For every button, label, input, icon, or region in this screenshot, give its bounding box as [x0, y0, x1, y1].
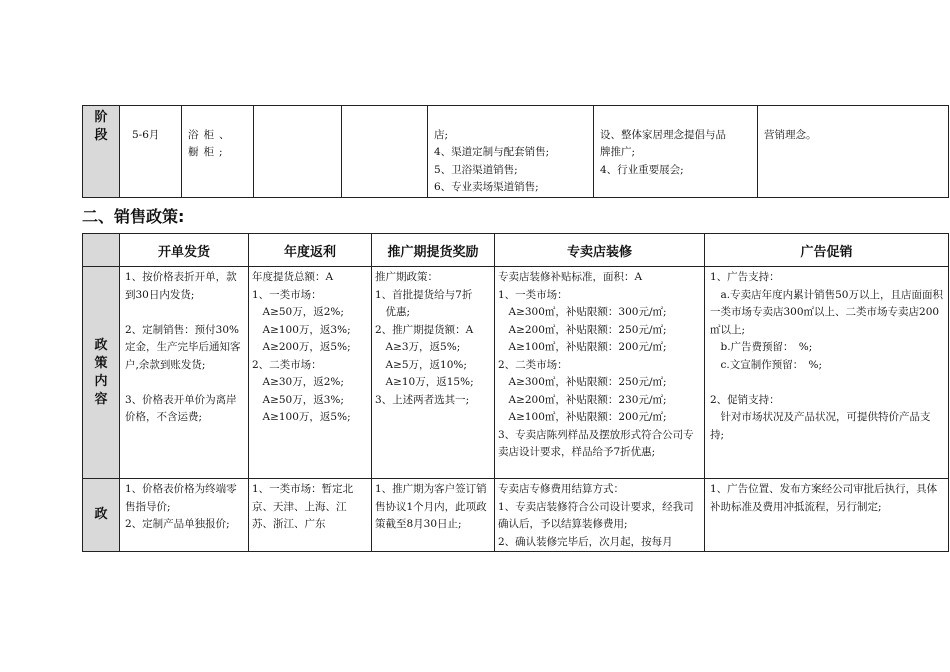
stage-table — [82, 105, 949, 198]
policy-execution-row — [83, 479, 949, 552]
header-corner — [83, 234, 120, 267]
marketing-text: 营销理念。 — [764, 128, 817, 141]
header-promo-reward: 推广期提货奖励 — [372, 234, 495, 267]
promo-reward-cell: 推广期政策： 1、首批提货给与7折 优惠; 2、推广期提货额：A A≥3万，返5%; A≥5万，返10%; A≥10万，返15%; 3、上述两者选其一; — [372, 267, 495, 479]
products-text: 浴柜、橱柜; — [188, 128, 235, 158]
header-order-shipping: 开单发货 — [120, 234, 249, 267]
policy-content-label-cell — [83, 267, 120, 479]
policy-execution-label-cell — [83, 479, 120, 552]
store-decoration-cell: 专卖店装修补贴标准，面积：A 1、一类市场： A≥300㎡，补贴限额：300元/㎡; A≥200㎡，补贴限额：250元/㎡; A≥100㎡，补贴限额：200元/㎡; 2、二类市场： A≥300㎡，补贴限额：250元/㎡; A≥200㎡，补贴限额：230元/㎡; A≥100㎡，补贴限额：200元/㎡; 3、专卖店陈列样品及摆放形式符合公司专卖店设计要求，样品给予7折优惠; — [495, 267, 705, 479]
exec-promo-reward-cell: 1、推广期为客户签订销售协议1个月内，此项政策截至8月30日止; — [372, 479, 495, 552]
promotion-text: 设、整体家居理念提倡与品 牌推广; 4、行业重要展会; — [600, 128, 726, 176]
stage-label: 阶段 — [94, 110, 108, 143]
promotion-cell — [594, 106, 758, 198]
section-heading: 二、销售政策: — [82, 207, 185, 226]
empty-cell-1 — [254, 106, 342, 198]
stage-label-cell — [83, 106, 120, 198]
header-row — [83, 234, 949, 267]
period-cell — [120, 106, 182, 198]
empty-cell-2 — [342, 106, 428, 198]
ad-promotion-cell: 1、广告支持： a.专卖店年度内累计销售50万以上，且店面面积一类市场专卖店300㎡以上、二类市场专卖店200㎡以上; b.广告费预留： %; c.文宣制作预留： %; 2、促销支持： 针对市场状况及产品状况，可提供特价产品支持; — [705, 267, 949, 479]
header-ad-promotion: 广告促销 — [705, 234, 949, 267]
channels-cell — [428, 106, 594, 198]
exec-order-shipping-cell: 1、价格表价格为终端零售指导价; 2、定制产品单独报价; — [120, 479, 249, 552]
period-text: 5-6月 — [132, 128, 160, 141]
sales-policy-table — [82, 233, 949, 552]
products-cell — [182, 106, 254, 198]
marketing-cell — [758, 106, 949, 198]
annual-rebate-cell: 年度提货总额：A 1、一类市场： A≥50万，返2%; A≥100万，返3%; A≥200万，返5%; 2、二类市场： A≥30万，返2%; A≥50万，返3%; A≥100万，返5%; — [249, 267, 372, 479]
exec-store-decoration-cell: 专卖店专修费用结算方式： 1、专卖店装修符合公司设计要求，经我司确认后，予以结算装修费用; 2、确认装修完毕后，次月起，按每月 — [495, 479, 705, 552]
order-shipping-cell: 1、按价格表折开单，款到30日内发货; 2、定制销售：预付30% 定金，生产完毕后通知客户,余款到账发货; 3、价格表开单价为离岸价格，不含运费; — [120, 267, 249, 479]
policy-content-label: 政策内容 — [94, 337, 108, 407]
exec-annual-rebate-cell: 1、一类市场：暂定北京、天津、上海、江苏、浙江、广东 — [249, 479, 372, 552]
header-store-decoration: 专卖店装修 — [495, 234, 705, 267]
exec-ad-promotion-cell: 1、广告位置、发布方案经公司审批后执行，具体补助标准及费用冲抵流程，另行制定; — [705, 479, 949, 552]
policy-execution-label: 政 — [94, 507, 108, 522]
channels-text: 店; 4、渠道定制与配套销售; 5、卫浴渠道销售; 6、专业卖场渠道销售; — [434, 128, 550, 193]
policy-content-row — [83, 267, 949, 479]
header-annual-rebate: 年度返利 — [249, 234, 372, 267]
